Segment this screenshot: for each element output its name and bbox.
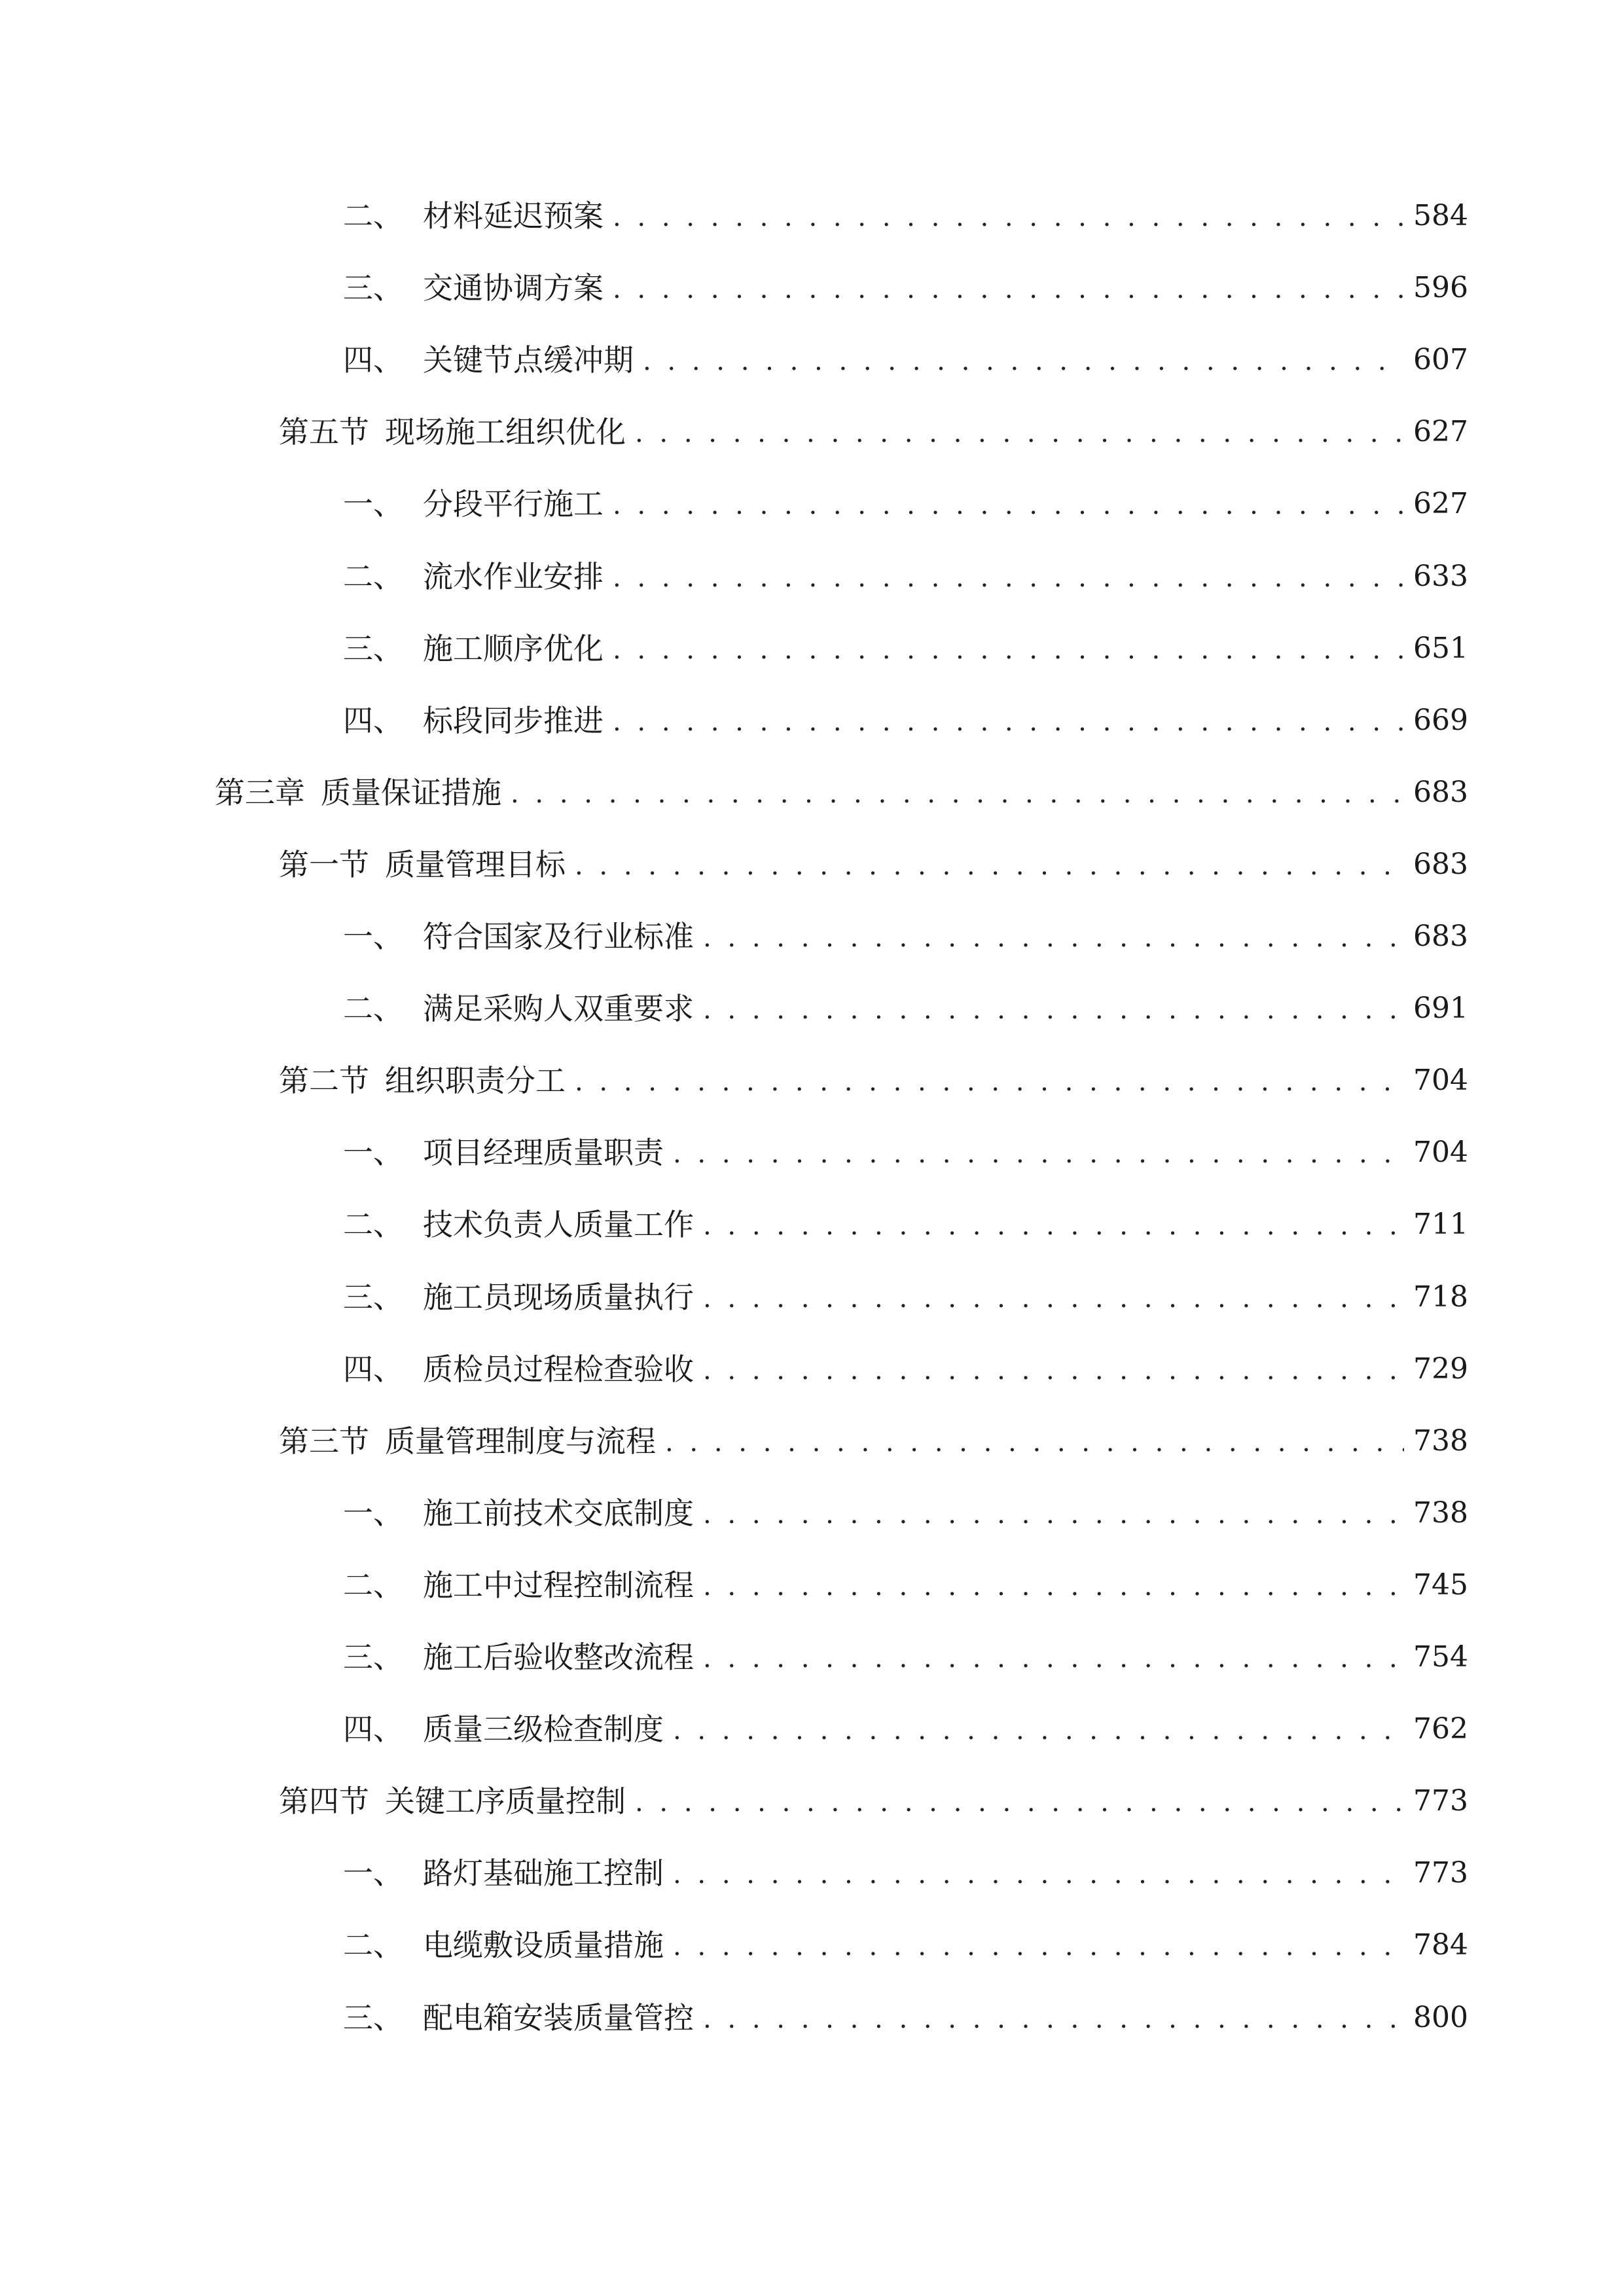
- toc-entry[interactable]: [343, 1480, 1468, 1533]
- toc-entry-number: 第三章: [215, 775, 305, 810]
- toc-dot-leader: [613, 271, 1404, 308]
- toc-entry-page-number: 754: [1413, 1640, 1468, 1674]
- toc-entry[interactable]: [343, 976, 1468, 1028]
- toc-entry-page-number: 607: [1413, 343, 1468, 376]
- toc-entry-title: 质量管理目标: [385, 847, 566, 882]
- toc-entry-number: 第三节: [279, 1424, 369, 1459]
- toc-entry[interactable]: [343, 1624, 1468, 1677]
- toc-entry-title: 施工中过程控制流程: [423, 1568, 694, 1603]
- toc-entry-number: 三、: [343, 2000, 403, 2036]
- toc-entry[interactable]: [343, 688, 1468, 740]
- toc-entry-title: 质量保证措施: [321, 775, 501, 810]
- toc-dot-leader: [673, 1856, 1404, 1893]
- toc-entry[interactable]: [343, 1840, 1468, 1893]
- toc-entry-number: 二、: [343, 1207, 403, 1242]
- toc-entry-page-number: 718: [1413, 1280, 1468, 1314]
- toc-entry-title: 标段同步推进: [423, 703, 604, 738]
- toc-entry-page-number: 683: [1413, 776, 1468, 809]
- toc-dot-leader: [703, 1640, 1404, 1677]
- toc-entry-number: 一、: [343, 1135, 403, 1170]
- toc-entry-page-number: 627: [1413, 415, 1468, 448]
- toc-entry-page-number: 584: [1413, 199, 1468, 232]
- toc-entry-page-number: 596: [1413, 271, 1468, 304]
- toc-entry-title: 现场施工组织优化: [385, 414, 626, 450]
- toc-entry-number: 二、: [343, 1568, 403, 1603]
- toc-entry[interactable]: [343, 1912, 1468, 1965]
- toc-dot-leader: [575, 848, 1404, 884]
- toc-entry-title: 项目经理质量职责: [423, 1135, 664, 1170]
- toc-entry-title: 施工后验收整改流程: [423, 1640, 694, 1675]
- toc-entry-number: 二、: [343, 1928, 403, 1963]
- toc-entry-title: 关键工序质量控制: [385, 1784, 626, 1819]
- toc-entry-number: 三、: [343, 1280, 403, 1315]
- toc-entry[interactable]: [279, 832, 1468, 884]
- toc-entry-title: 交通协调方案: [423, 270, 604, 306]
- toc-dot-leader: [575, 1064, 1404, 1100]
- toc-entry[interactable]: [279, 1048, 1468, 1100]
- toc-entry[interactable]: [343, 1192, 1468, 1244]
- toc-entry-page-number: 711: [1413, 1208, 1468, 1241]
- toc-entry[interactable]: [343, 1552, 1468, 1605]
- toc-entry-number: 四、: [343, 342, 403, 378]
- toc-entry-number: 一、: [343, 486, 403, 522]
- toc-dot-leader: [673, 1712, 1404, 1749]
- toc-dot-leader: [613, 704, 1404, 740]
- toc-entry-page-number: 729: [1413, 1352, 1468, 1386]
- toc-entry-title: 分段平行施工: [423, 486, 604, 522]
- toc-entry[interactable]: [343, 183, 1468, 236]
- toc-dot-leader: [665, 1424, 1404, 1461]
- toc-dot-leader: [635, 415, 1404, 452]
- toc-entry-title: 质量管理制度与流程: [385, 1424, 656, 1459]
- toc-dot-leader: [613, 560, 1404, 596]
- toc-dot-leader: [511, 776, 1404, 812]
- toc-entry-number: 二、: [343, 991, 403, 1026]
- toc-dot-leader: [613, 487, 1404, 524]
- toc-entry-number: 第四节: [279, 1784, 369, 1819]
- toc-entry-title: 关键节点缓冲期: [423, 342, 634, 378]
- toc-entry-page-number: 704: [1413, 1064, 1468, 1097]
- toc-entry-title: 施工员现场质量执行: [423, 1280, 694, 1315]
- toc-entry-number: 一、: [343, 919, 403, 954]
- toc-entry[interactable]: [343, 1120, 1468, 1172]
- toc-entry-title: 材料延迟预案: [423, 198, 604, 234]
- toc-entry-page-number: 704: [1413, 1136, 1468, 1169]
- toc-entry-page-number: 745: [1413, 1568, 1468, 1602]
- toc-entry[interactable]: [343, 1985, 1468, 2037]
- toc-entry[interactable]: [343, 1265, 1468, 1317]
- toc-dot-leader: [613, 199, 1404, 236]
- toc-entry-page-number: 800: [1413, 2001, 1468, 2034]
- toc-entry-title: 施工前技术交底制度: [423, 1496, 694, 1531]
- toc-entry-title: 技术负责人质量工作: [423, 1207, 694, 1242]
- toc-entry[interactable]: [343, 1336, 1468, 1389]
- toc-entry-title: 配电箱安装质量管控: [423, 2000, 694, 2036]
- toc-dot-leader: [703, 1352, 1404, 1389]
- toc-entry-page-number: 738: [1413, 1424, 1468, 1458]
- toc-entry-number: 四、: [343, 1352, 403, 1387]
- toc-entry-page-number: 784: [1413, 1928, 1468, 1962]
- toc-entry-number: 四、: [343, 703, 403, 738]
- toc-entry-number: 二、: [343, 198, 403, 234]
- toc-entry[interactable]: [343, 327, 1468, 380]
- toc-dot-leader: [703, 920, 1404, 956]
- toc-entry-number: 二、: [343, 559, 403, 594]
- toc-dot-leader: [703, 2001, 1404, 2037]
- toc-entry-title: 施工顺序优化: [423, 631, 604, 666]
- toc-entry[interactable]: [343, 904, 1468, 956]
- toc-entry-title: 流水作业安排: [423, 559, 604, 594]
- toc-entry-number: 三、: [343, 1640, 403, 1675]
- toc-entry[interactable]: [343, 616, 1468, 668]
- toc-entry-number: 三、: [343, 270, 403, 306]
- toc-entry[interactable]: [343, 471, 1468, 524]
- toc-dot-leader: [643, 343, 1404, 380]
- toc-entry-title: 满足采购人双重要求: [423, 991, 694, 1026]
- toc-dot-leader: [703, 1208, 1404, 1244]
- toc-entry-number: 一、: [343, 1496, 403, 1531]
- toc-entry-page-number: 669: [1413, 704, 1468, 737]
- toc-entry[interactable]: [343, 544, 1468, 596]
- toc-entry[interactable]: [279, 1408, 1468, 1461]
- toc-entry-page-number: 773: [1413, 1784, 1468, 1818]
- toc-entry[interactable]: [279, 1768, 1468, 1821]
- toc-dot-leader: [703, 992, 1404, 1028]
- toc-dot-leader: [673, 1136, 1404, 1172]
- toc-dot-leader: [703, 1280, 1404, 1317]
- toc-dot-leader: [635, 1784, 1404, 1821]
- toc-entry-page-number: 633: [1413, 560, 1468, 593]
- toc-dot-leader: [703, 1568, 1404, 1605]
- toc-entry-page-number: 683: [1413, 848, 1468, 881]
- toc-dot-leader: [613, 632, 1404, 668]
- toc-entry[interactable]: [279, 399, 1468, 452]
- toc-entry[interactable]: [215, 760, 1468, 812]
- toc-entry-page-number: 691: [1413, 992, 1468, 1025]
- toc-entry-title: 电缆敷设质量措施: [423, 1928, 664, 1963]
- toc-entry-title: 质检员过程检查验收: [423, 1352, 694, 1387]
- toc-entry-number: 第五节: [279, 414, 369, 450]
- toc-entry-page-number: 627: [1413, 487, 1468, 520]
- toc-entry-page-number: 738: [1413, 1496, 1468, 1530]
- toc-entry[interactable]: [343, 255, 1468, 308]
- toc-dot-leader: [673, 1928, 1404, 1965]
- toc-entry-number: 一、: [343, 1856, 403, 1891]
- toc-entry[interactable]: [343, 1696, 1468, 1749]
- toc-entry-page-number: 762: [1413, 1712, 1468, 1746]
- toc-entry-page-number: 651: [1413, 632, 1468, 665]
- toc-entry-number: 四、: [343, 1712, 403, 1747]
- toc-entry-title: 符合国家及行业标准: [423, 919, 694, 954]
- toc-entry-number: 三、: [343, 631, 403, 666]
- toc-entry-number: 第一节: [279, 847, 369, 882]
- toc-entry-title: 路灯基础施工控制: [423, 1856, 664, 1891]
- toc-dot-leader: [703, 1496, 1404, 1533]
- toc-entry-number: 第二节: [279, 1063, 369, 1098]
- toc-entry-title: 组织职责分工: [385, 1063, 566, 1098]
- toc-entry-title: 质量三级检查制度: [423, 1712, 664, 1747]
- toc-entry-page-number: 773: [1413, 1856, 1468, 1890]
- toc-entry-page-number: 683: [1413, 920, 1468, 953]
